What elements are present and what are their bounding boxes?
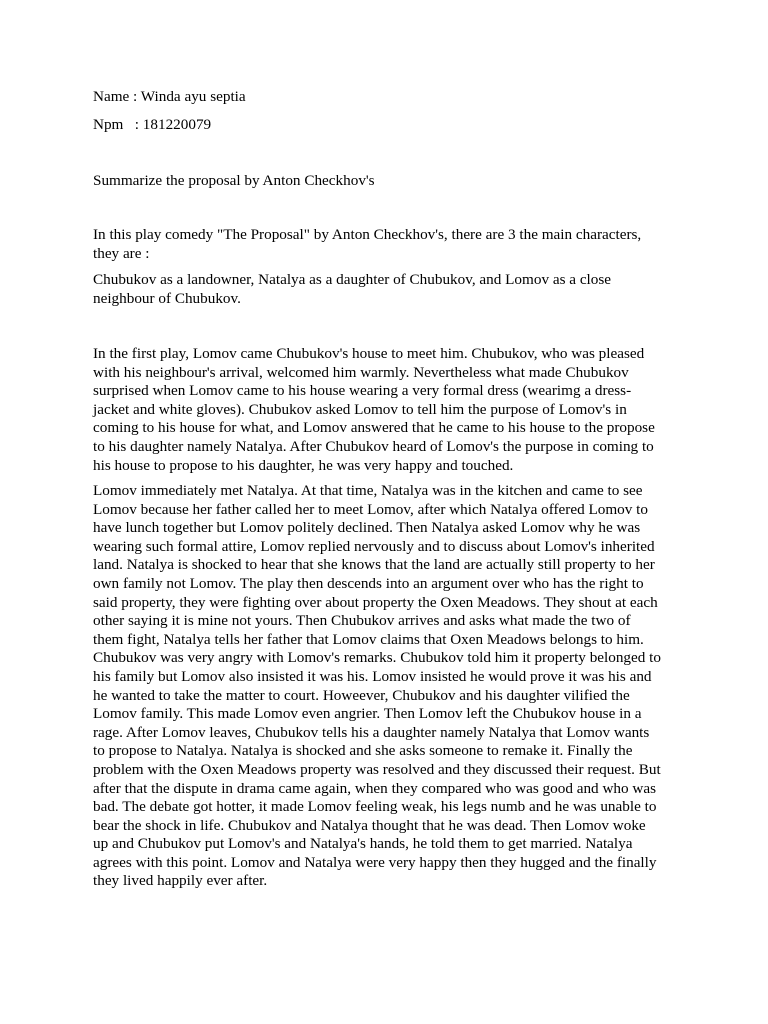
paragraph-line: they lived happily ever after. <box>93 872 268 890</box>
paragraph-line: up and Chubukov put Lomov's and Natalya's hands, he told them to get married. Natalya <box>93 835 633 853</box>
paragraph-line: them fight, Natalya tells her father that Lomov claims that Oxen Meadows belongs to him. <box>93 630 644 648</box>
paragraph-line: land. Natalya is shocked to hear that she knows that the land are actually still property to her <box>93 556 655 574</box>
paragraph-line: other saying it is mine not yours. Then Chubukov arrives and asks what made the two of <box>93 612 631 630</box>
paragraph-line: Lomov family. This made Lomov even angrier. Then Lomov left the Chubukov house in a <box>93 705 642 723</box>
paragraph-line: agrees with this point. Lomov and Natalya were very happy then they hugged and the finally <box>93 853 657 871</box>
paragraph-line: In the first play, Lomov came Chubukov's house to meet him. Chubukov, who was pleased <box>93 345 645 362</box>
paragraph-line: to his daughter namely Natalya. After Chubukov heard of Lomov's the purpose in coming to <box>93 437 654 455</box>
paragraph-line: have lunch together but Lomov politely declined. Then Natalya asked Lomov why he was <box>93 519 641 537</box>
characters-paragraph <box>93 271 675 308</box>
paragraph-first-play <box>93 345 675 475</box>
paragraph-line: Lomov immediately met Natalya. At that time, Natalya was in the kitchen and came to see <box>93 482 643 499</box>
paragraph-line: bear the shock in life. Chubukov and Natalya thought that he was dead. Then Lomov woke <box>93 816 646 834</box>
paragraph-line: bad. The debate got hotter, it made Lomov feeling weak, his legs numb and he was unable to <box>93 798 657 816</box>
paragraph-line: jacket and white gloves). Chubukov asked Lomov to tell him the purpose of Lomov's in <box>93 400 627 418</box>
student-name: Name : Winda ayu septia <box>93 88 246 105</box>
paragraph-line: with his neighbour's arrival, welcomed him warmly. Nevertheless what made Chubukov <box>93 363 629 381</box>
paragraph-line: wearing such formal attire, Lomov replied nervously and to discuss about Lomov's inherited <box>93 537 655 555</box>
paragraph-line: Lomov because her father called her to meet Lomov, after which Natalya offered Lomov to <box>93 500 648 518</box>
intro-line: In this play comedy "The Proposal" by Anton Checkhov's, there are 3 the main characters, <box>93 226 642 243</box>
intro-line: they are : <box>93 244 150 262</box>
paragraph-line: coming to his house for what, and Lomov answered that he came to his house to the propose <box>93 419 655 437</box>
paragraph-line: after that the dispute in drama came again, when they compared who was good and who was <box>93 779 657 797</box>
student-npm: Npm : 181220079 <box>93 116 212 133</box>
paragraph-line: own family not Lomov. The play then descends into an argument over who has the right to <box>93 574 644 592</box>
characters-line: Chubukov as a landowner, Natalya as a daughter of Chubukov, and Lomov as a close <box>93 271 612 288</box>
paragraph-lomov-natalya <box>93 482 675 891</box>
paragraph-line: his house to propose to his daughter, he was very happy and touched. <box>93 456 514 474</box>
paragraph-line: said property, they were fighting over about property the Oxen Meadows. They shout at each <box>93 593 658 611</box>
paragraph-line: rage. After Lomov leaves, Chubukov tells his a daughter namely Natalya that Lomov wants <box>93 723 650 741</box>
paragraph-line: problem with the Oxen Meadows property was resolved and they discussed their request. But <box>93 760 661 778</box>
paragraph-line: his family but Lomov also insisted it was his. Lomov insisted he would prove it was his and <box>93 667 652 685</box>
paragraph-line: to propose to Natalya. Natalya is shocked and she asks someone to remake it. Finally the <box>93 742 633 760</box>
paragraph-line: he wanted to take the matter to court. Howeever, Chubukov and his daughter vilified the <box>93 686 630 704</box>
characters-line: neighbour of Chubukov. <box>93 289 241 307</box>
intro-paragraph <box>93 226 675 263</box>
paragraph-line: surprised when Lomov came to his house wearing a very formal dress (wearimg a dress- <box>93 382 632 400</box>
document-title: Summarize the proposal by Anton Checkhov's <box>93 172 375 189</box>
paragraph-line: Chubukov was very angry with Lomov's remarks. Chubukov told him it property belonged to <box>93 649 661 667</box>
